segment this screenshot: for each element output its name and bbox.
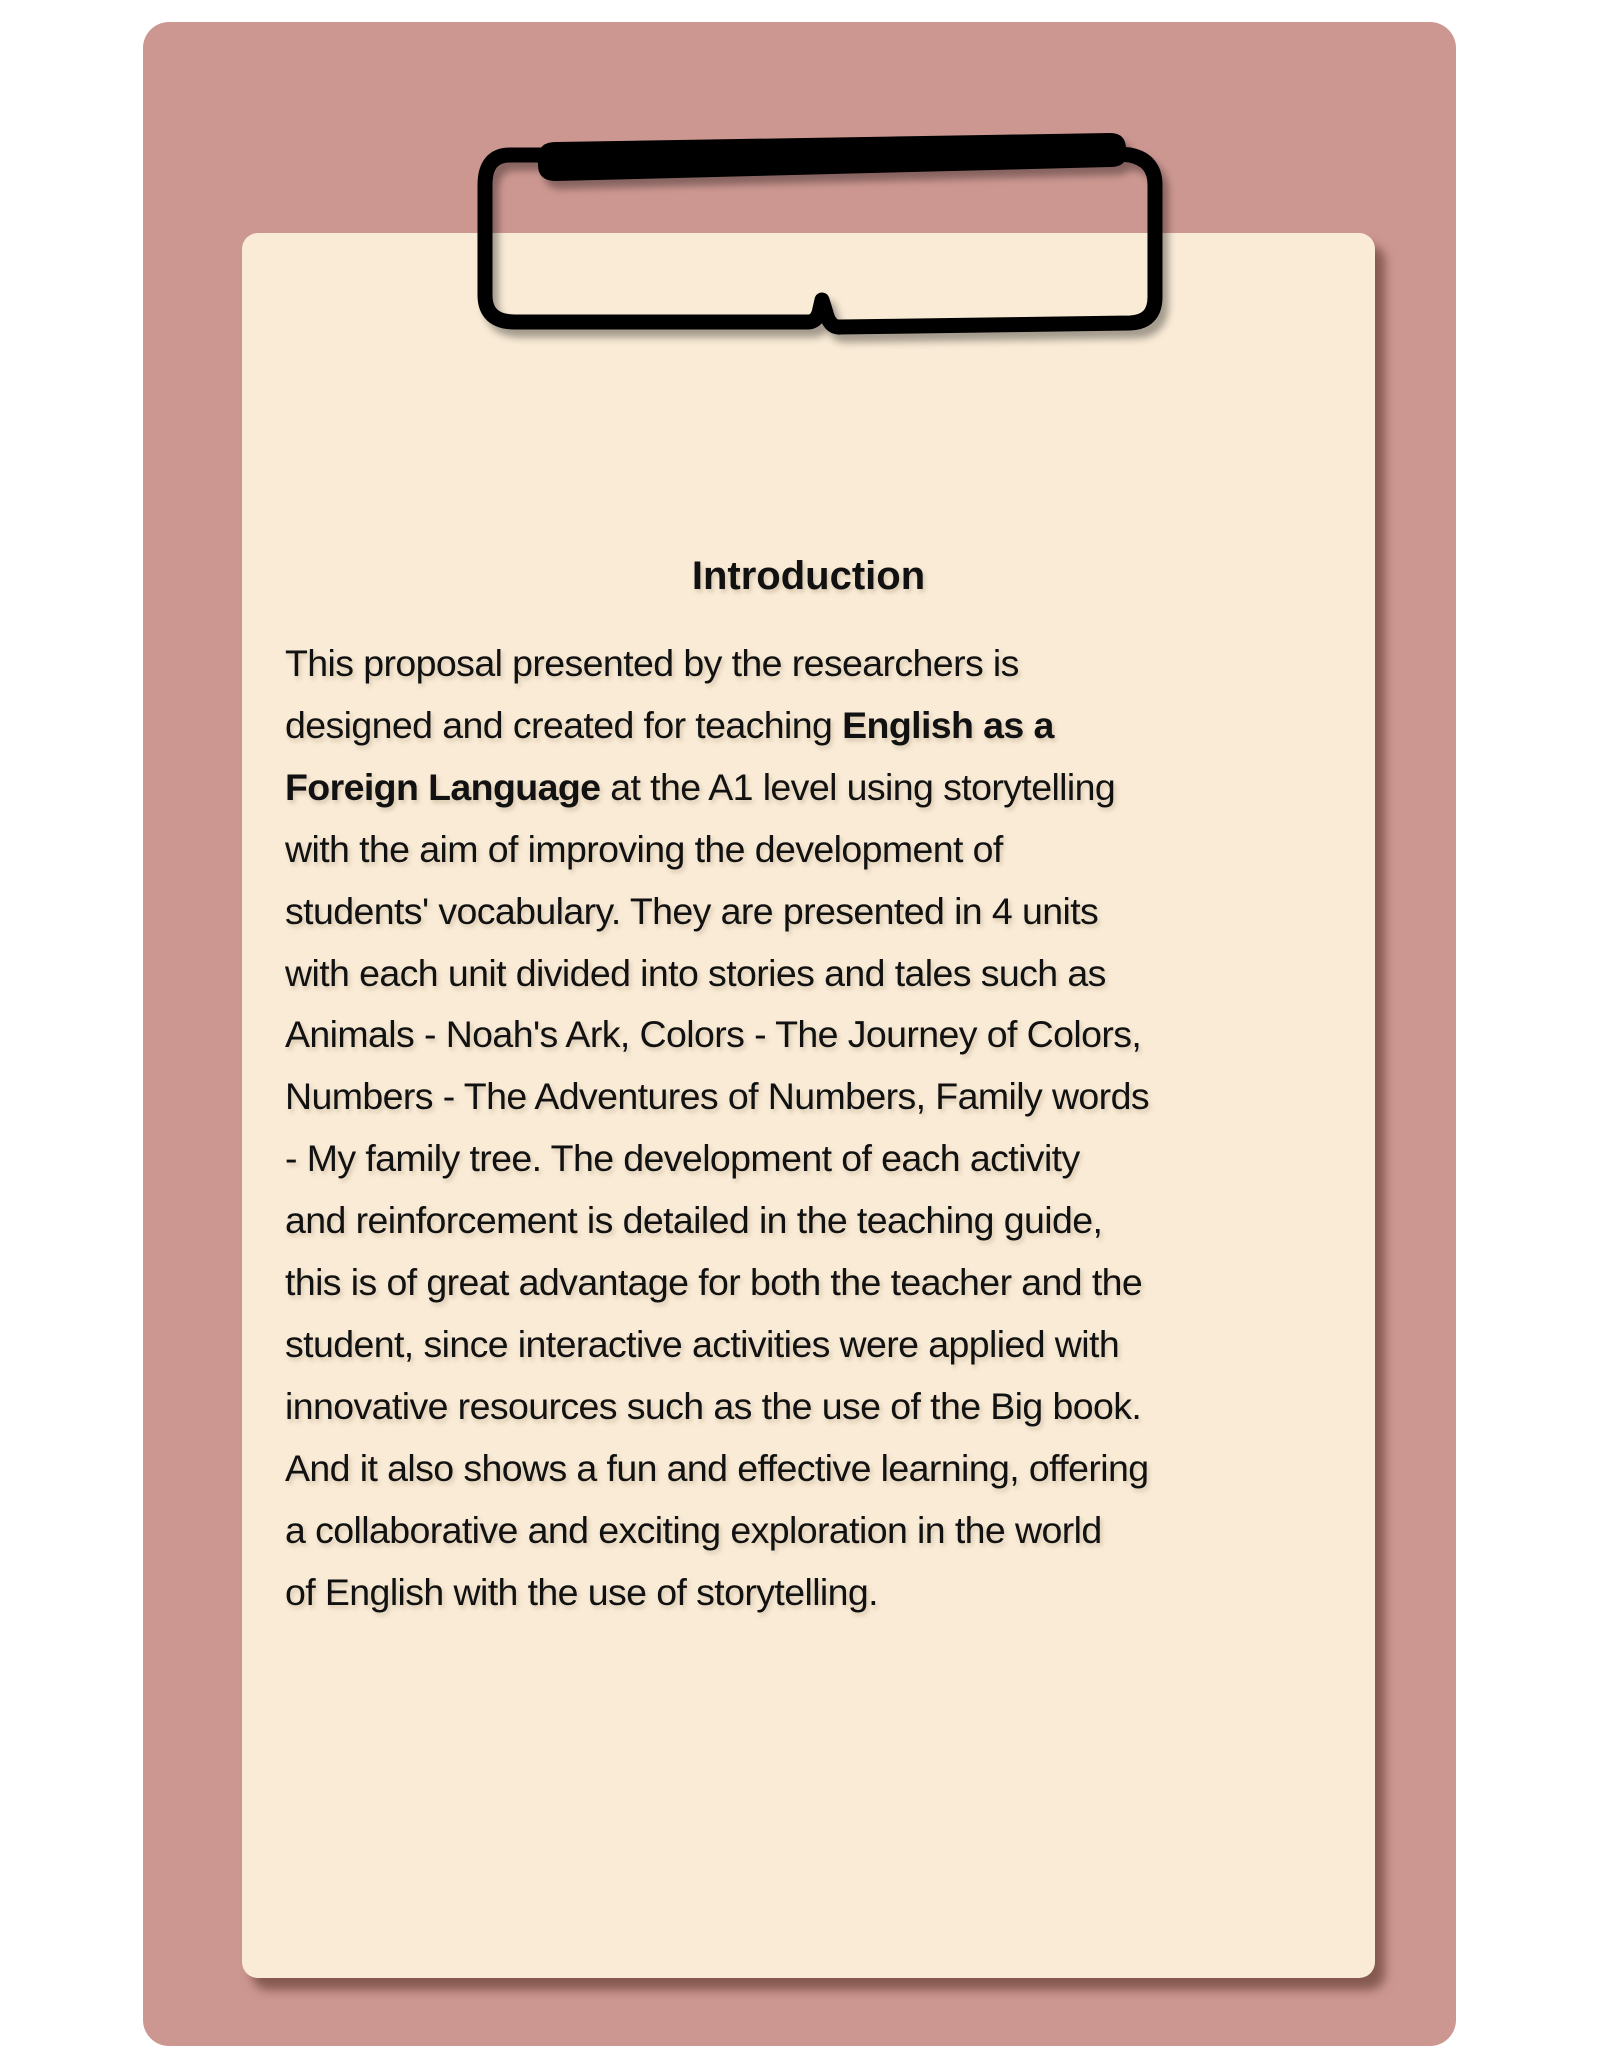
paragraph-line: of English with the use of storytelling. xyxy=(285,1570,878,1613)
paragraph-line: and reinforcement is detailed in the teaching guide, xyxy=(285,1199,1103,1242)
emphasis-text: English as a xyxy=(842,703,1054,746)
line-text: at the A1 level using storytelling xyxy=(600,765,1116,808)
paragraph-line: with each unit divided into stories and tales such as xyxy=(285,951,1106,994)
paragraph-line xyxy=(285,757,1345,819)
paragraph-line: with the aim of improving the development of xyxy=(285,827,1003,870)
page-title: Introduction xyxy=(691,554,926,598)
intro-paragraph xyxy=(285,633,1345,1624)
paragraph-line: - My family tree. The development of each activity xyxy=(285,1137,1080,1180)
paragraph-line: Numbers - The Adventures of Numbers, Family words xyxy=(285,1075,1149,1118)
paragraph-line: student, since interactive activities were applied with xyxy=(285,1322,1120,1365)
paragraph-line: Animals - Noah's Ark, Colors - The Journey of Colors, xyxy=(285,1013,1142,1056)
paragraph-line: This proposal presented by the researchers is xyxy=(285,642,1019,684)
clipboard-clip-icon xyxy=(470,125,1170,340)
paragraph-line: students' vocabulary. They are presented in 4 units xyxy=(285,889,1099,932)
emphasis-text: Foreign Language xyxy=(285,765,601,808)
line-text: designed and created for teaching xyxy=(285,703,843,746)
paragraph-line: innovative resources such as the use of the Big book. xyxy=(285,1384,1142,1427)
paragraph-line xyxy=(285,695,1345,757)
paragraph-line: this is of great advantage for both the teacher and the xyxy=(285,1261,1143,1304)
paragraph-line: a collaborative and exciting exploration in the world xyxy=(285,1508,1102,1551)
paragraph-line: And it also shows a fun and effective learning, offering xyxy=(285,1446,1149,1489)
